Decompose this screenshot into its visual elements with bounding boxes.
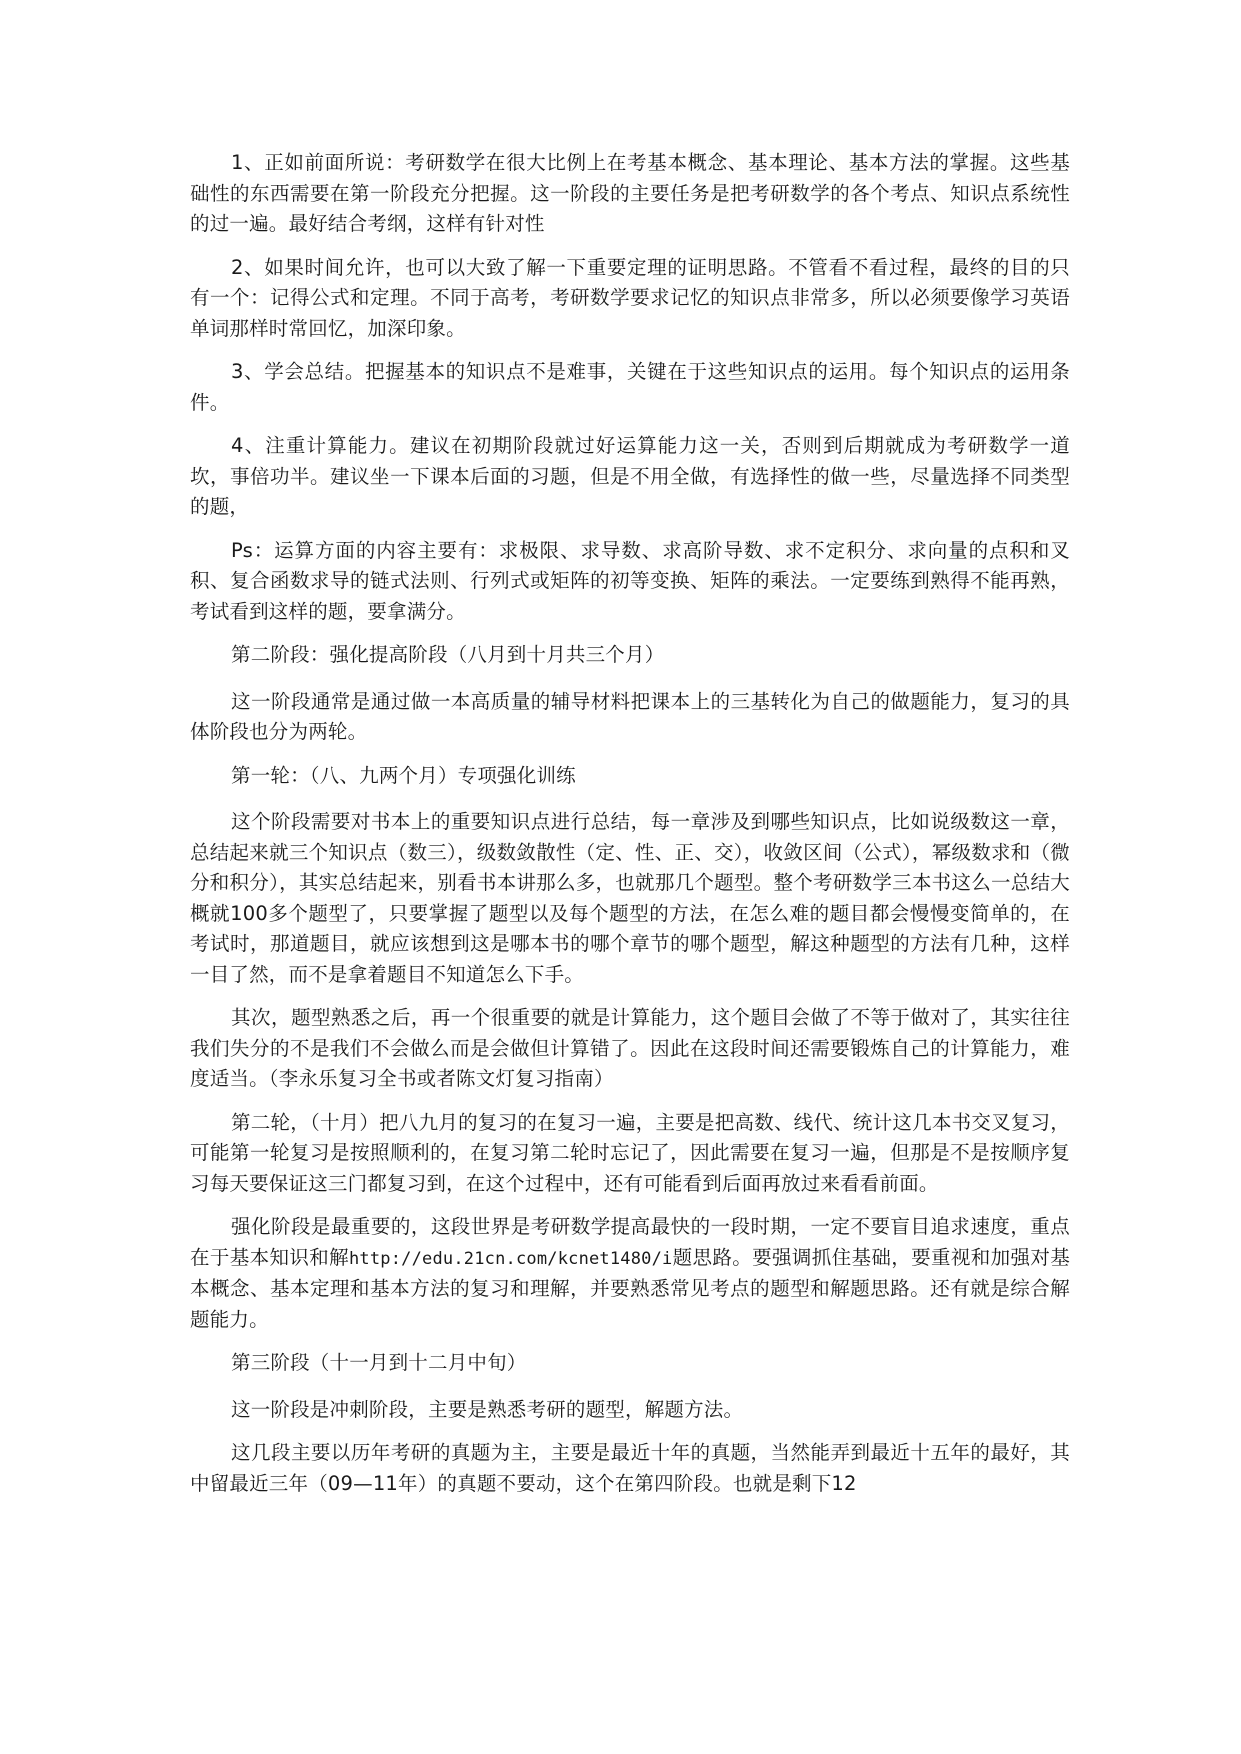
paragraph-round-1-summary: 这个阶段需要对书本上的重要知识点进行总结，每一章涉及到哪些知识点，比如说级数这一章，总结起来就三个知识点（数三），级数敛散性（定、性、正、交），收敛区间（公式），幂级数求和（微分和积分），其实总结起来，别看书本讲那么多，也就那几个题型。整个考研数学三本书这么一总结大概就100多个题型了，只要掌握了题型以及每个题型的方法，在怎么难的题目都会慢慢变简单的，在考试时，那道题目，就应该想到这是哪本书的哪个章节的哪个题型，解这种题型的方法有几种，这样一目了然，而不是拿着题目不知道怎么下手。 (190, 810, 1070, 986)
section-heading-stage-2: 第二阶段：强化提高阶段（八月到十月共三个月） (231, 643, 665, 666)
paragraph-point-3: 3、学会总结。把握基本的知识点不是难事，关键在于这些知识点的运用。每个知识点的运用条件。 (190, 360, 1070, 414)
paragraph-point-2: 2、如果时间允许，也可以大致了解一下重要定理的证明思路。不管看不看过程，最终的目的只有一个：记得公式和定理。不同于高考，考研数学要求记忆的知识点非常多，所以必须要像学习英语单词那样时常回忆，加深印象。 (190, 255, 1070, 340)
paragraph-round-2: 第二轮，（十月）把八九月的复习的在复习一遍，主要是把高数、线代、统计这几本书交叉复习，可能第一轮复习是按照顺利的，在复习第二轮时忘记了，因此需要在复习一遍，但那是不是按顺序复习每天要保证这三门都复习到，在这个过程中，还有可能看到后面再放过来看看前面。 (190, 1110, 1070, 1195)
paragraph-point-1: 1、正如前面所说：考研数学在很大比例上在考基本概念、基本理论、基本方法的掌握。这些基础性的东西需要在第一阶段充分把握。这一阶段的主要任务是把考研数学的各个考点、知识点系统性的过一遍。最好结合考纲，这样有针对性 (190, 151, 1070, 235)
paragraph-calculation-ability: 其次，题型熟悉之后，再一个很重要的就是计算能力，这个题目会做了不等于做对了，其实往往我们失分的不是我们不会做么而是会做但计算错了。因此在这段时间还需要锻炼自己的计算能力，难度适当。（李永乐复习全书或者陈文灯复习指南） (190, 1006, 1070, 1090)
paragraph-strengthening-stage (190, 1212, 1070, 1335)
subheading-round-1: 第一轮：（八、九两个月）专项强化训练 (231, 763, 576, 787)
paragraph-ps-note: Ps：运算方面的内容主要有：求极限、求导数、求高阶导数、求不定积分、求向量的点积和叉积、复合函数求导的链式法则、行列式或矩阵的初等变换、矩阵的乘法。一定要练到熟得不能再熟，考试看到这样的题，要拿满分。 (190, 538, 1070, 623)
paragraph-strengthening-after: 题思路。要强调抓住基础，要重视和加强对基本概念、基本定理和基本方法的复习和理解，并要熟悉常见考点的题型和解题思路。还有就是综合解题能力。 (190, 1245, 1070, 1331)
paragraph-stage-3-intro: 这一阶段是冲刺阶段，主要是熟悉考研的题型，解题方法。 (231, 1397, 744, 1421)
paragraph-point-4: 4、注重计算能力。建议在初期阶段就过好运算能力这一关，否则到后期就成为考研数学一道坎，事倍功半。建议坐一下课本后面的习题，但是不用全做，有选择性的做一些，尽量选择不同类型的题， (190, 434, 1070, 518)
inline-url-link[interactable]: http://edu.21cn.com/kcnet1480/i (349, 1248, 673, 1269)
paragraph-strengthening-before: 强化阶段是最重要的，这段世界是考研数学提高最快的一段时期，一定不要盲目追求速度，重点在于基本知识和解 (190, 1215, 1070, 1269)
paragraph-stage-2-intro: 这一阶段通常是通过做一本高质量的辅导材料把课本上的三基转化为自己的做题能力，复习的具体阶段也分为两轮。 (190, 689, 1070, 743)
document-page (190, 148, 1070, 1512)
paragraph-past-exams: 这几段主要以历年考研的真题为主，主要是最近十年的真题，当然能弄到最近十五年的最好，其中留最近三年（09—11年）的真题不要动，这个在第四阶段。也就是剩下12 (190, 1441, 1070, 1495)
section-heading-stage-3: 第三阶段（十一月到十二月中旬） (231, 1351, 527, 1374)
